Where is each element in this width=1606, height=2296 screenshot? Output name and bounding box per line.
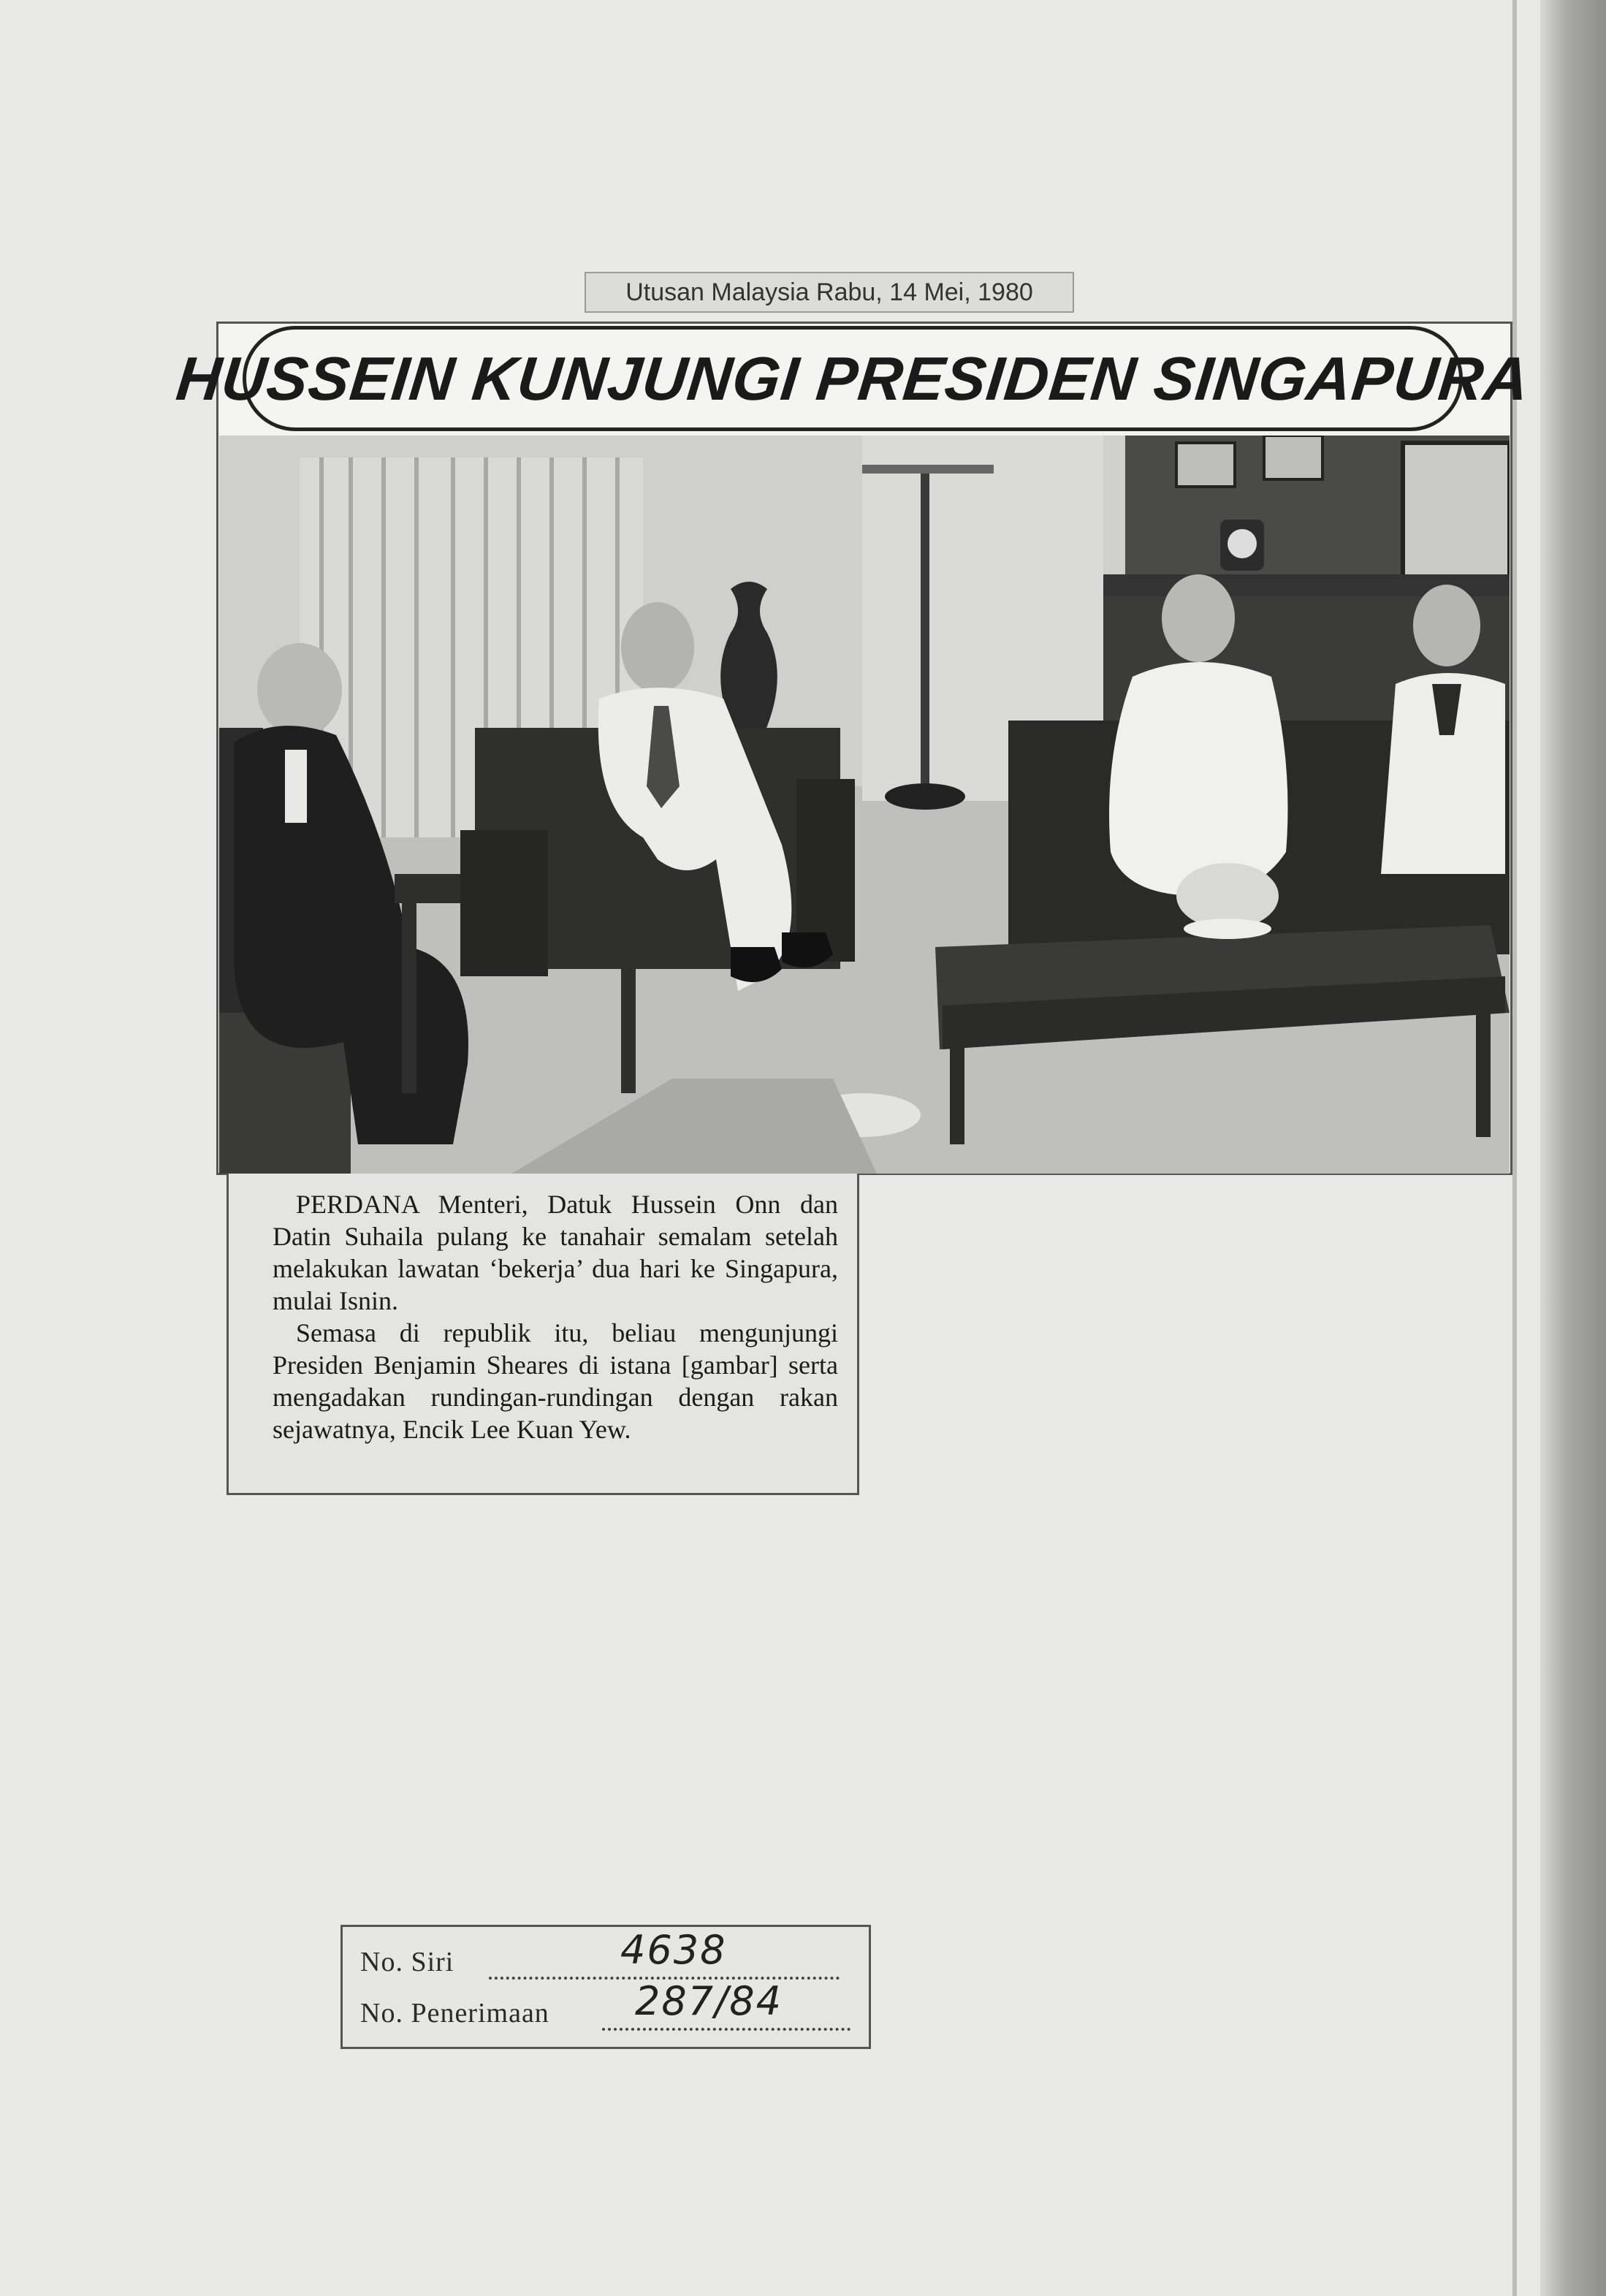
page-shadow: [1540, 0, 1606, 2296]
penerimaan-label: No. Penerimaan: [360, 1998, 549, 2029]
penerimaan-dotted-line: [602, 2028, 850, 2031]
news-photo: [219, 436, 1510, 1174]
caption-paragraph-1: PERDANA Menteri, Datuk Hussein Onn dan Datin Suhaila pulang ke tanahair semalam setelah melakukan lawatan ‘bekerja’ dua hari ke Singapura, mulai Isnin.: [273, 1190, 838, 1315]
archive-stamp: [340, 1925, 871, 2049]
siri-label: No. Siri: [360, 1947, 454, 1977]
headline-banner: [172, 326, 1533, 431]
siri-value: 4638: [620, 1927, 727, 1973]
caption-paragraph-2: Semasa di republik itu, beliau mengunjungi Presiden Benjamin Sheares di istana [gambar] serta mengadakan rundingan-rundingan dengan rakan sejawatnya, Encik Lee Kuan Yew.: [273, 1318, 838, 1444]
news-photo-illustration: [219, 436, 1510, 1174]
source-label: Utusan Malaysia Rabu, 14 Mei, 1980: [585, 272, 1074, 313]
penerimaan-value: 287/84: [635, 1978, 783, 2024]
headline: HUSSEIN KUNJUNGI PRESIDEN SINGAPURA: [172, 343, 1533, 413]
photo-caption: [227, 1174, 859, 1495]
